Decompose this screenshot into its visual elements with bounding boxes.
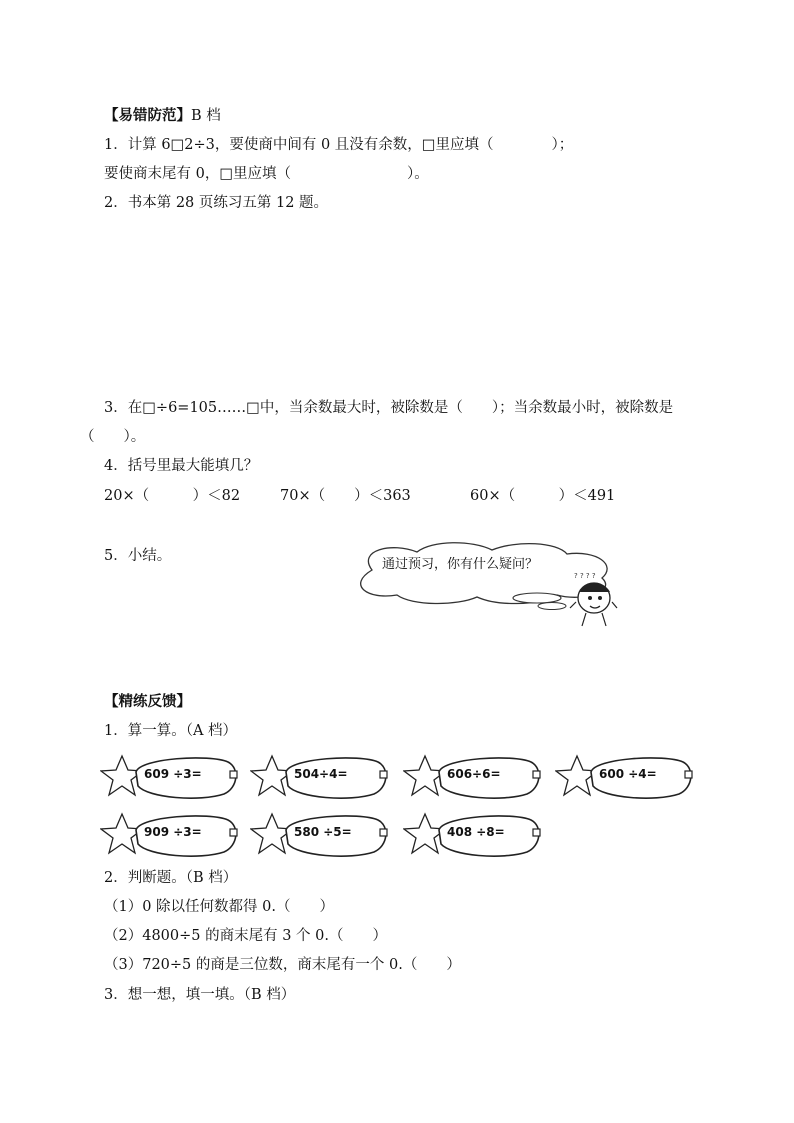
svg-text:? ? ? ?: ? ? ? ?	[574, 572, 596, 580]
question-4-item-c: 60×（ ）＜491	[470, 488, 616, 504]
level-label: B 档	[191, 108, 221, 124]
calc-card-7	[403, 810, 543, 860]
practice-question-2-item-3: （3）720÷5 的商是三位数，商末尾有一个 0.（ ）	[104, 957, 461, 973]
question-2: 2．书本第 28 页练习五第 12 题。	[104, 195, 329, 211]
practice-question-2: 2．判断题。（B 档）	[104, 870, 238, 886]
calc-expression: 408 ÷8=	[447, 825, 505, 839]
calc-card-4	[555, 752, 695, 802]
calc-card-5	[100, 810, 240, 860]
calc-card-3	[403, 752, 543, 802]
question-1-line-1: 1．计算 6□2÷3，要使商中间有 0 且没有余数，□里应填（ ）；	[104, 137, 574, 153]
question-4-item-b: 70×（ ）＜363	[280, 488, 411, 504]
calc-expression: 580 ÷5=	[294, 825, 352, 839]
section-title-practice-feedback: 【精练反馈】	[104, 693, 191, 710]
calc-expression: 609 ÷3=	[144, 767, 202, 781]
question-4-item-a: 20×（ ）＜82	[104, 488, 241, 504]
section-title-error-prevention	[104, 106, 221, 126]
calc-expression: 504÷4=	[294, 767, 348, 781]
practice-question-2-item-1: （1）0 除以任何数都得 0.（ ）	[104, 899, 335, 915]
question-5: 5．小结。	[104, 548, 172, 564]
calc-card-6	[250, 810, 390, 860]
calc-card-2	[250, 752, 390, 802]
question-3-line-2: （ ）。	[80, 429, 146, 445]
section-title-text: 【易错防范】	[104, 107, 191, 124]
question-4-title: 4．括号里最大能填几？	[104, 458, 259, 474]
practice-question-3: 3．想一想，填一填。（B 档）	[104, 987, 296, 1003]
thought-cloud-text: 通过预习，你有什么疑问？	[382, 557, 539, 572]
calc-expression: 600 ÷4=	[599, 767, 657, 781]
calc-card-1	[100, 752, 240, 802]
calc-expression: 909 ÷3=	[144, 825, 202, 839]
cartoon-boy-icon	[560, 568, 620, 630]
practice-question-2-item-2: （2）4800÷5 的商末尾有 3 个 0.（ ）	[104, 928, 387, 944]
question-1-line-2: 要使商末尾有 0，□里应填（ ）。	[104, 166, 429, 182]
practice-question-1: 1．算一算。（A 档）	[104, 723, 238, 739]
calc-expression: 606÷6=	[447, 767, 501, 781]
question-3-line-1: 3．在□÷6=105……□中，当余数最大时，被除数是（ ）；当余数最小时，被除数是	[104, 400, 674, 416]
